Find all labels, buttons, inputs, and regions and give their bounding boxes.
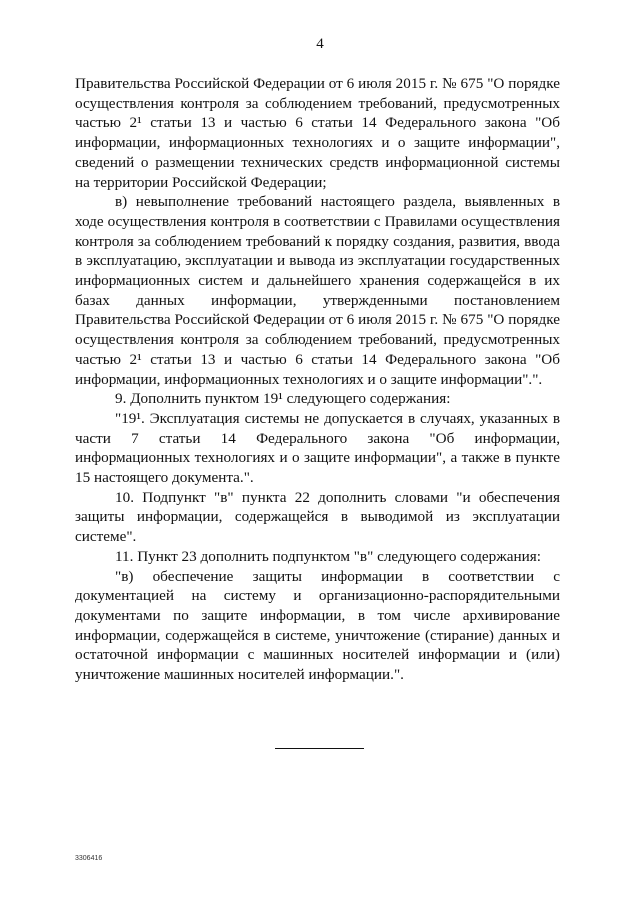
page-number: 4 bbox=[316, 36, 324, 52]
paragraph-item-11: 11. Пункт 23 дополнить подпунктом "в" следующего содержания: bbox=[115, 547, 541, 565]
document-body bbox=[75, 74, 560, 685]
document-code: 3306416 bbox=[75, 855, 103, 862]
paragraph-item-19-1: "19¹. Эксплуатация системы не допускается в случаях, указанных в части 7 статьи 14 Федерального закона "Об информации, информационных технологиях и о защите информации", а также в пункте 15 настоящего документа.". bbox=[75, 409, 560, 487]
paragraph-item-10: 10. Подпункт "в" пункта 22 дополнить словами "и обеспечения защиты информации, содержащейся в выводимой из эксплуатации системе". bbox=[75, 488, 560, 546]
end-of-text-rule bbox=[275, 748, 364, 749]
paragraph-continuation: Правительства Российской Федерации от 6 июля 2015 г. № 675 "О порядке осуществления контроля за соблюдением требований, предусмотренных частью 2¹ статьи 13 и частью 6 статьи 14 Федерального закона "Об информации, информационных технологиях и о защите информации", сведений о размещении технических средств информационной системы на территории Российской Федерации; bbox=[75, 75, 560, 191]
paragraph-item-v-new: "в) обеспечение защиты информации в соответствии с документацией на систему и организационно-распорядительными документами по защите информации, в том числе архивирование информации, содержащейся в системе, уничтожение (стирание) данных и остаточной информации с машинных носителей информации и (или) уничтожение машинных носителей информации.". bbox=[75, 567, 560, 684]
paragraph-item-9: 9. Дополнить пунктом 19¹ следующего содержания: bbox=[115, 390, 451, 408]
paragraph-item-v: в) невыполнение требований настоящего раздела, выявленных в ходе осуществления контроля в соответствии с Правилами осуществления контроля за соблюдением требований к порядку создания, развития, ввода в эксплуатацию, эксплуатации и вывода из эксплуатации государственных информационных систем и дальнейшего хранения содержащейся в их базах данных информации, утвержденными постановлением Правительства Российской Федерации от 6 июля 2015 г. № 675 "О порядке осуществления контроля за соблюдением требований, предусмотренных частью 2¹ статьи 13 и частью 6 статьи 14 Федерального закона "Об информации, информационных технологиях и о защите информации".". bbox=[75, 193, 560, 388]
